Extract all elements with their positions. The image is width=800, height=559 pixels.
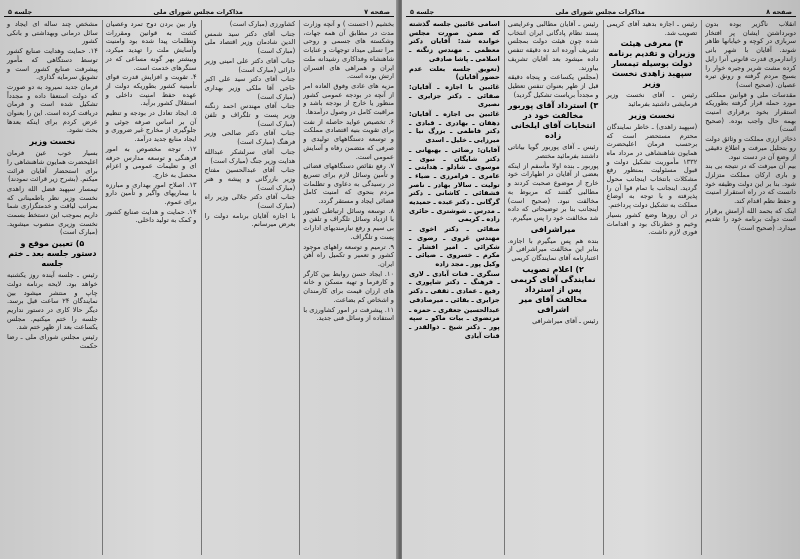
paragraph: ۱۰. ایجاد حسن روابط بین کارگر و کارفرما و تهیه مسکن و خانه های ارزان قیمت برای کارمندان و اشخاص کم بضاعت.	[303, 269, 394, 304]
text-column	[603, 20, 698, 555]
paragraph: رئیس ـ آقایان مطالبی وعرایضی پسند نظام پادگانی ایران انتخاب شده چون هیئت دولت بمجلس تشریف آورده اند ده دقیقه تنفس داده میشود بعد آقایان تشریف بیاورند.	[507, 20, 599, 72]
page-header	[4, 4, 394, 17]
text-column	[4, 20, 98, 555]
paragraph: (تعویق جلسه بعلت عدم حضور آقایان)	[409, 64, 500, 82]
paragraph: فرمان جدید نمیرود به دو صورت که دولت استعفا داده و مجدداً تشکیل شده است و فرمان دریافت کرده است. این را بعنوان عرض کردم برای اینکه بعدها بحث نشود.	[7, 82, 98, 135]
paragraph: آقایان: رضائی ـ بهبهانی ـ دکتر شایگان ـ نبوی ـ موسوی ـ شادلو ـ هدایتی ـ عامری ـ فرامرزی ـ ضیاء ـ تولیت ـ سالار بهادر ـ ناصر قشقائی ـ کاشانی ـ دکتر گرگانی ـ دکتر عبده ـ حمیدیه ـ مدرس ـ شوشتری ـ حائری زاده ـ کریمی	[409, 145, 500, 224]
text-column	[201, 20, 296, 555]
paragraph: واز بین بردن دوح تمرد وعصیان کشت به قوانین ومقررات وتظلمات پیدا شده بود وامنیت وآسایش ملت را تهدید میکرد، وبیشتر بهر گونه مساعی که در سنگرهای خدمت است.	[105, 20, 197, 72]
paragraph: جناب آقای دکتر سید علی اکبر حاجی آقا ملکی وزیر بهداری (مبارک است)	[204, 75, 296, 101]
paragraph: بسیار خوب عین فرمان اعلیحضرت همایون شاهنشاهی را برای استحضار آقایان قرائت میکنم. (بشرح زیر قرائت نمودند)	[7, 149, 98, 184]
section-heading: ۴) معرفی هیئت وزیران و تقدیم برنامه دولت بوسیله تیمسار سپهبد زاهدی نخست وزیر	[608, 39, 696, 89]
publication-title: مذاکرات مجلس شورای ملی	[153, 8, 243, 16]
paragraph: ۱۲. توجه مخصوص به امور فرهنگی و توسعه مدارس حرفه ای و تعلیمات عمومی و اعزام محصل به خارج.	[105, 144, 197, 179]
paragraph: رئیس مجلس شورای ملی ـ رضا حکمت	[7, 333, 98, 350]
text-column	[406, 20, 500, 555]
section-heading: ۲) اعلام تصویب نمایندگی آقای کریمی پس از استرداد مخالفت آقای میر اشرافی	[510, 264, 596, 314]
text-column	[504, 20, 599, 555]
paragraph: رئیس ـ اجازه بدهید آقای کریمی تصویب شد.	[606, 20, 698, 37]
paragraph: ۴. تقویت و افزایش قدرت قوای تأمینیه کشور بطوریکه دولت از عهده حفظ امنیت داخلی و استقلال کشور برآید.	[105, 73, 197, 108]
text-column	[701, 20, 796, 555]
paragraph: جناب آقای سرلشکر عبدالله هدایت وزیر جنگ (مبارک است)	[204, 147, 296, 165]
paragraph: ۱۴. حمایت وهدایت صنایع کشور توسط دستگاهی که مأمور پیشرفت صنایع کشور است و تشویق سرمایه گذاری.	[7, 47, 98, 82]
paragraph: کشاورزی (مبارک است)	[229, 20, 296, 28]
text-column	[102, 20, 197, 555]
paragraph: ۱۳. اصلاح امور بهداری و مبارزه با بیماریهای واگیر و تأمین دارو برای عموم.	[105, 180, 197, 207]
paragraph: جناب آقای دکتر صالحی وزیر فرهنگ (مبارک است)	[204, 129, 296, 147]
paragraph: ذخائر ارزی مملکت و وثائق دولت رو بتحلیل میرفت و اطلاع دقیقی از وضع آن در دست نبود.	[705, 135, 796, 161]
paragraph: بیم آن میرفت که در نتیجه بی بند و باری ارکان مملکت متزلزل شود. بنا بر این دولت وظیفه خود دانست که در راه استقرار امنیت و حفظ نظم اقدام کند.	[705, 162, 796, 206]
paragraph: پوربور ـ بنده اولا مأسفم از اینکه بعضی از آقایان در اظهارات خود خارج از موضوع صحبت کردند و مطالبی گفتند که مربوط به مخالفت نبود. (صحیح است) اینجانب بنا بر توضیحاتی که داده شد مخالفت خود را پس میگیرم.	[507, 161, 599, 222]
section-heading: نخست وزیر	[629, 110, 675, 120]
page-number: صفحه ۸	[766, 8, 792, 16]
paragraph: رئیس ـ آقای نخست وزیر فرمایشی داشتید بفرمائید	[606, 91, 698, 109]
paragraph: تیمسار سپهبد فضل الله زاهدی نخست وزیر نظر باطمینانی که بمراتب لیاقت و خدمتگزاری شما داریم بموجب این دستخط بسمت نخست وزیری منصوب میشوید. (مبارک است)	[7, 184, 98, 237]
right-page	[402, 0, 800, 559]
paragraph: ۱۱. پیشرفت در امور کشاورزی با استفاده از وسائل فنی جدید.	[303, 305, 394, 323]
paragraph: رئیس ـ آقای پوربور گویا بیاناتی داشتند بفرمائید مختصر	[507, 143, 599, 161]
text-column	[299, 20, 394, 555]
publication-title: مذاکرات مجلس شورای ملی	[555, 8, 645, 16]
paragraph: عبدالحسین جعفری ـ حمزه ـ مرتضوی ـ بیات ماکو ـ سپه پور ـ دکتر شیخ ـ ذوالقدر ـ قنات آبادی	[409, 305, 500, 340]
section-heading: ۵) تعیین موقع و دستور جلسه بعد ـ ختم جلسه	[8, 239, 97, 269]
left-page	[0, 0, 398, 559]
paragraph: غائبین با اجازه ـ آقایان: صفائی ـ دکتر جزایری ـ نصیری	[409, 82, 500, 109]
paragraph: جناب آقای عبدالحسین مفتاح وزیر بازرگانی و پیشه و هنر (مبارک است)	[204, 166, 296, 192]
text-columns	[406, 20, 796, 555]
paragraph: رئیس ـ جلسه آینده روز یکشنبه خواهد بود. لایحه برنامه دولت چاپ و منتشر میشود بین نمایندگان ۲۴ ساعت قبل برسد. دیگر حالا کاری در دستور نداریم جلسه را ختم میکنیم. مجلس یکساعت بعد از ظهر ختم شد.	[7, 271, 98, 332]
text-columns	[4, 20, 394, 555]
paragraph: جناب آقای مهندس احمد زنگنه وزیر پست و تلگراف و تلفن (مبارک است)	[204, 102, 296, 128]
paragraph: جناب آقای دکتر سید شمس الدین شادمان وزیر اقتصاد ملی (مبارک است)	[204, 29, 296, 56]
paragraph: (مجلس یکساعت و پنجاه دقیقه قبل از ظهر بعنوان تنفس تعطیل و مجدداً بریاست تشکیل گردید)	[507, 73, 599, 99]
session-number: جلسه ۵	[8, 8, 33, 16]
paragraph: جناب آقای دکتر جلالی وزیر راه (مبارک است)	[204, 193, 296, 211]
paragraph: صفائی ـ دکتر اخوی ـ مهندس غروی ـ رضوی ـ شکرائی ـ امیر افشار ـ مکرم ـ خسروی ـ ضیائی ـ وکیل پور ـ مجد زاده	[409, 225, 500, 268]
paragraph: غائبین بی اجازه ـ آقایان: دهقان ـ بهادری ـ قبادی ـ دکتر فاطمی ـ بزرگ نیا ـ میرزایی ـ خلیل ـ اسدی	[409, 110, 500, 145]
paragraph: ۶. تخصیص عواید حاصله از نفت برای تقویت بنیه اقتصادی مملکت و توسعه دستگاههای تولیدی و صرفی که متضمن رفاه و آسایش عمومی است.	[303, 117, 394, 161]
paragraph: مشخص چند ساله ای ایجاد و سائل درمانی وبهداشتی و بانکی کشور	[7, 20, 98, 46]
paragraph: انقلاب ناگزیر بوده بدون دوبرداشتن ایشان پر افتخار سربازی در کوچه و خیابانها ظاهر شوند. آقایان با شهر بانی ژاندارمری قدرت قانونی آنرا زایل کرده مشت شریر وجیره خوار را بسیج مردم گرفته و رونق تیره عصیان. (صحیح است)	[705, 20, 796, 89]
session-number: جلسه ۵	[410, 8, 435, 16]
page-header	[406, 4, 796, 17]
paragraph: ۱۴. حمایت و هدایت صنایع کشور و کمک به تولید داخلی.	[105, 207, 197, 225]
paragraph: ۸. توسعه وسائل ارتباطی کشور با ازدیاد وسائل تلگراف و تلفن و بی سیم و رفع نیازمندیهای ادارات پست و تلگراف.	[303, 206, 394, 241]
paragraph: مقدسات ملی و قوانین مملکتی مورد حمله قرار گرفته بطوریکه استقرار بخود برقراری امنیت بهمه حال واجب بوده. (صحیح است)	[705, 90, 796, 134]
paragraph: ۵. ایجاد تعادل در بودجه و تنظیم آن بر اساس صرفه جوئی و جلوگیری از مخارج غیر ضروری و ایجاد منابع جدید درآمد.	[105, 109, 197, 144]
page-number: صفحه ۷	[364, 8, 390, 16]
paragraph: در آن روزها وضع کشور بسیار وخیم و خطرناک بود و اقدامات فوری لازم داشت.	[606, 210, 698, 237]
paragraph: مزیه های عادی وفوق العاده امر از آنچه در بودجه عمومی کشور منظور یا خارج از بودجه باشد و مراقبت کامل در وصول درآمدها.	[303, 81, 394, 117]
paragraph: با اجازه آقایان برنامه دولت را بعرض میرسانم.	[204, 211, 296, 229]
paragraph: اینک که بحمد الله آرامش برقرار است دولت برنامه خود را تقدیم میدارد. (صحیح است)	[705, 206, 796, 233]
paragraph: بنده هم پس میگیرم با اجازه. بنابر این مخالفت میراشرافی از اعتبارنامه آقای نمایندگان کریمی	[507, 236, 599, 263]
paragraph: رئیس ـ آقای میراشرافی	[532, 316, 599, 325]
paragraph: ۹. ترمیم و توسعه راههای موجود کشور و تعمیر و تکمیل راه آهن ایران.	[303, 242, 394, 268]
paragraph: اسامی غائبین جلسه گذشته که ضمن صورت مجلس خوانده شد: آقایان دکتر معظمی ـ مهندس زنگنه ـ اسلامی ـ پاشا صادقی	[409, 20, 500, 63]
paragraph: بخشیم ( احسنت ) و آنچه وزارت مدت در مطابق آن همه جهات، وشکسته های جسمی و روحی مرا تسلی میداد توجهات و عنایات شاهنشاه وفداکاری رشیدانه ملت ایران و همراهی های افسران ارتش بوده است.	[303, 20, 394, 81]
section-heading: نخست وزیر	[29, 137, 76, 147]
paragraph: جناب آقای دکتر علی امینی وزیر دارائی (مبارک است)	[204, 56, 296, 74]
section-heading: میراشرافی	[530, 224, 576, 234]
paragraph: (سپهبد زاهدی) ـ خاطر نمایندگان محترم مستحضر است که برحسب فرمان اعلیحضرت همایون شاهنشاهی در مرداد ماه ۱۳۳۲ مأموریت تشکیل دولت و قبول مسئولیت بمنظور رفع مشکلات بانتخاب اینجانب محول گردید. اینجانب با تمام قوا آن را پذیرفته و با توجه به اوضاع مملکت به تشکیل دولت پرداختم.	[606, 122, 698, 210]
paragraph: ۷. رفع نقائص دستگاههای قضائی و تأمین وسائل لازم برای تسریع در رسیدگی به دعاوی و تظلمات مردم بنحوی که امنیت کامل قضائی ایجاد و مستقر گردد.	[303, 162, 394, 206]
paragraph: سنگری ـ قنات آبادی ـ لاری ـ فرهنگ ـ دکتر شاپوری ـ رفیع ـ عمادی ـ ثقفی ـ دکتر جزایری ـ بقائی ـ میرصادقی	[409, 269, 500, 304]
section-heading: ۳) استرداد آقای پوربور مخالفت خود در انتخابات آقای ایلخانی زاده	[507, 101, 599, 141]
